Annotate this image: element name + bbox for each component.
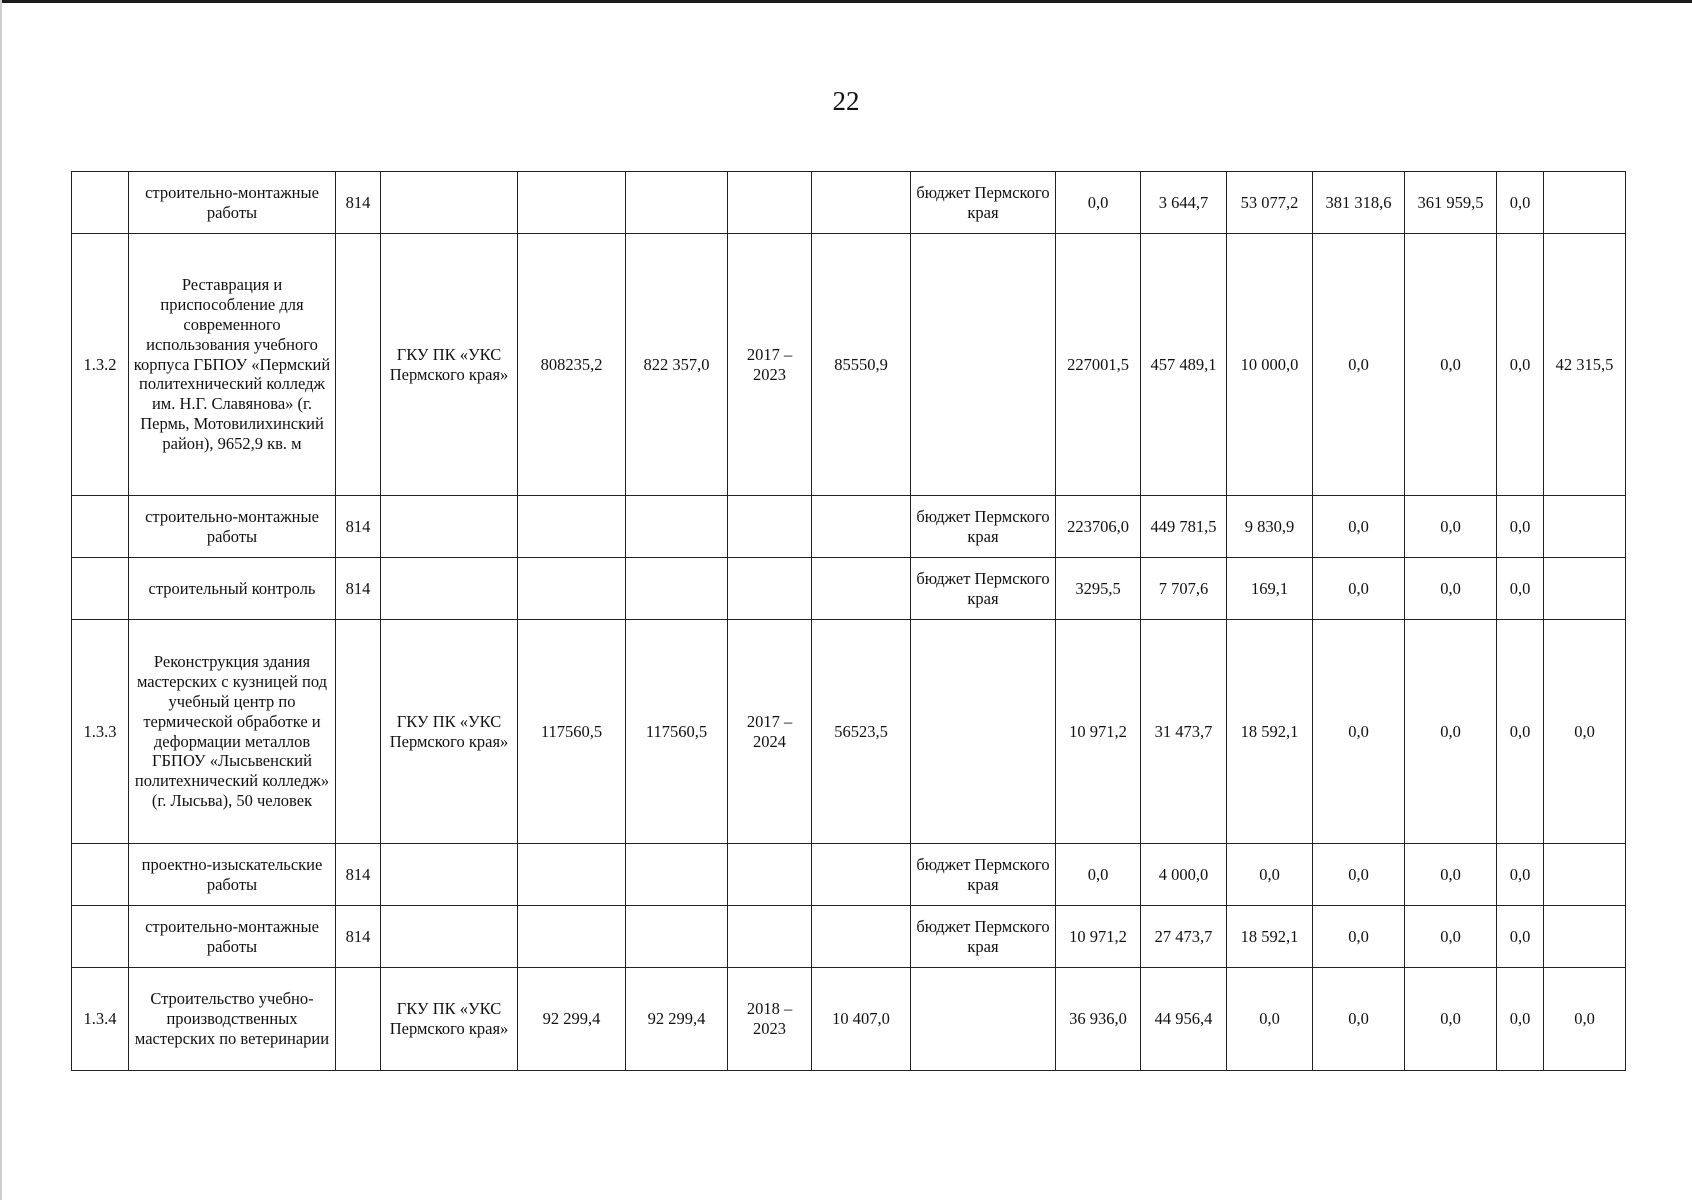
cell-v3: 53 077,2 xyxy=(1227,172,1313,234)
cell-v7: 0,0 xyxy=(1544,620,1626,844)
cell-code: 814 xyxy=(336,906,381,968)
cell-name: Реставрация и приспособление для современного использования учебного корпуса ГБПОУ «Пермский политехнический колледж им. Н.Г. Славянова» (г. Пермь, Мотовилихинский район), 9652,9 кв. м xyxy=(129,234,336,496)
cell-v6: 0,0 xyxy=(1497,906,1544,968)
cell-contract: 117560,5 xyxy=(626,620,728,844)
cell-prev xyxy=(812,496,911,558)
cell-period xyxy=(728,844,812,906)
cell-customer: ГКУ ПК «УКС Пермского края» xyxy=(381,234,518,496)
cell-num xyxy=(72,906,129,968)
cell-v7 xyxy=(1544,172,1626,234)
cell-customer xyxy=(381,496,518,558)
cell-v6: 0,0 xyxy=(1497,968,1544,1071)
cell-code xyxy=(336,234,381,496)
cell-v4: 0,0 xyxy=(1313,968,1405,1071)
cell-v1: 223706,0 xyxy=(1056,496,1141,558)
cell-source: бюджет Пермского края xyxy=(911,906,1056,968)
cell-v5: 0,0 xyxy=(1405,620,1497,844)
cell-v5: 361 959,5 xyxy=(1405,172,1497,234)
cell-contract: 822 357,0 xyxy=(626,234,728,496)
cell-customer xyxy=(381,906,518,968)
table-row xyxy=(72,620,1626,844)
cell-v4: 0,0 xyxy=(1313,620,1405,844)
cell-v5: 0,0 xyxy=(1405,968,1497,1071)
cell-name: строительно-монтажные работы xyxy=(129,172,336,234)
cell-est-cost: 808235,2 xyxy=(518,234,626,496)
cell-period: 2017 – 2024 xyxy=(728,620,812,844)
cell-customer: ГКУ ПК «УКС Пермского края» xyxy=(381,968,518,1071)
cell-v7: 0,0 xyxy=(1544,968,1626,1071)
cell-v5: 0,0 xyxy=(1405,234,1497,496)
table-row xyxy=(72,172,1626,234)
table-row xyxy=(72,558,1626,620)
cell-v4: 0,0 xyxy=(1313,558,1405,620)
cell-code: 814 xyxy=(336,844,381,906)
cell-num: 1.3.4 xyxy=(72,968,129,1071)
cell-v2: 27 473,7 xyxy=(1141,906,1227,968)
cell-num xyxy=(72,558,129,620)
cell-v2: 7 707,6 xyxy=(1141,558,1227,620)
cell-v2: 31 473,7 xyxy=(1141,620,1227,844)
cell-customer xyxy=(381,172,518,234)
cell-num: 1.3.3 xyxy=(72,620,129,844)
cell-v4: 0,0 xyxy=(1313,844,1405,906)
cell-v2: 449 781,5 xyxy=(1141,496,1227,558)
cell-code xyxy=(336,968,381,1071)
cell-customer xyxy=(381,844,518,906)
cell-period xyxy=(728,558,812,620)
cell-name: строительный контроль xyxy=(129,558,336,620)
table-row xyxy=(72,496,1626,558)
cell-period: 2018 – 2023 xyxy=(728,968,812,1071)
cell-v1: 0,0 xyxy=(1056,844,1141,906)
cell-customer: ГКУ ПК «УКС Пермского края» xyxy=(381,620,518,844)
cell-v3: 10 000,0 xyxy=(1227,234,1313,496)
cell-v3: 0,0 xyxy=(1227,844,1313,906)
cell-v1: 0,0 xyxy=(1056,172,1141,234)
cell-prev: 56523,5 xyxy=(812,620,911,844)
page-number: 22 xyxy=(832,86,860,116)
cell-v6: 0,0 xyxy=(1497,558,1544,620)
cell-source: бюджет Пермского края xyxy=(911,496,1056,558)
cell-v2: 44 956,4 xyxy=(1141,968,1227,1071)
cell-num xyxy=(72,496,129,558)
cell-prev xyxy=(812,558,911,620)
cell-est-cost xyxy=(518,844,626,906)
budget-table xyxy=(71,171,1626,1071)
cell-v6: 0,0 xyxy=(1497,172,1544,234)
cell-v6: 0,0 xyxy=(1497,844,1544,906)
cell-name: строительно-монтажные работы xyxy=(129,496,336,558)
table-row xyxy=(72,906,1626,968)
cell-contract xyxy=(626,844,728,906)
cell-v6: 0,0 xyxy=(1497,234,1544,496)
cell-v5: 0,0 xyxy=(1405,496,1497,558)
scan-left-edge xyxy=(0,0,2,1200)
cell-v3: 169,1 xyxy=(1227,558,1313,620)
cell-v1: 227001,5 xyxy=(1056,234,1141,496)
cell-v3: 9 830,9 xyxy=(1227,496,1313,558)
cell-source xyxy=(911,968,1056,1071)
cell-v1: 10 971,2 xyxy=(1056,906,1141,968)
cell-period xyxy=(728,496,812,558)
cell-source: бюджет Пермского края xyxy=(911,172,1056,234)
cell-v2: 457 489,1 xyxy=(1141,234,1227,496)
cell-source xyxy=(911,234,1056,496)
cell-v1: 3295,5 xyxy=(1056,558,1141,620)
cell-source: бюджет Пермского края xyxy=(911,844,1056,906)
cell-period: 2017 – 2023 xyxy=(728,234,812,496)
cell-code: 814 xyxy=(336,558,381,620)
cell-v7 xyxy=(1544,844,1626,906)
cell-v3: 18 592,1 xyxy=(1227,906,1313,968)
cell-v3: 0,0 xyxy=(1227,968,1313,1071)
cell-period xyxy=(728,172,812,234)
cell-est-cost xyxy=(518,172,626,234)
cell-num xyxy=(72,172,129,234)
cell-v7: 42 315,5 xyxy=(1544,234,1626,496)
cell-source: бюджет Пермского края xyxy=(911,558,1056,620)
cell-v7 xyxy=(1544,496,1626,558)
cell-v5: 0,0 xyxy=(1405,558,1497,620)
cell-est-cost xyxy=(518,906,626,968)
cell-name: Реконструкция здания мастерских с кузницей под учебный центр по термической обработке и деформации металлов ГБПОУ «Лысьвенский политехнический колледж» (г. Лысьва), 50 человек xyxy=(129,620,336,844)
cell-est-cost xyxy=(518,558,626,620)
cell-contract xyxy=(626,496,728,558)
cell-v2: 4 000,0 xyxy=(1141,844,1227,906)
cell-contract xyxy=(626,906,728,968)
cell-name: проектно-изыскательские работы xyxy=(129,844,336,906)
cell-v5: 0,0 xyxy=(1405,844,1497,906)
cell-num xyxy=(72,844,129,906)
cell-v4: 0,0 xyxy=(1313,906,1405,968)
cell-prev xyxy=(812,844,911,906)
cell-est-cost: 92 299,4 xyxy=(518,968,626,1071)
cell-est-cost xyxy=(518,496,626,558)
cell-prev: 10 407,0 xyxy=(812,968,911,1071)
cell-v3: 18 592,1 xyxy=(1227,620,1313,844)
cell-prev xyxy=(812,172,911,234)
cell-code: 814 xyxy=(336,172,381,234)
cell-v1: 36 936,0 xyxy=(1056,968,1141,1071)
cell-v7 xyxy=(1544,558,1626,620)
cell-v2: 3 644,7 xyxy=(1141,172,1227,234)
cell-v6: 0,0 xyxy=(1497,496,1544,558)
cell-contract: 92 299,4 xyxy=(626,968,728,1071)
cell-v4: 0,0 xyxy=(1313,234,1405,496)
table-row xyxy=(72,234,1626,496)
cell-v6: 0,0 xyxy=(1497,620,1544,844)
cell-code: 814 xyxy=(336,496,381,558)
cell-prev: 85550,9 xyxy=(812,234,911,496)
cell-customer xyxy=(381,558,518,620)
cell-period xyxy=(728,906,812,968)
cell-name: строительно-монтажные работы xyxy=(129,906,336,968)
cell-prev xyxy=(812,906,911,968)
cell-v4: 381 318,6 xyxy=(1313,172,1405,234)
cell-num: 1.3.2 xyxy=(72,234,129,496)
cell-source xyxy=(911,620,1056,844)
cell-v4: 0,0 xyxy=(1313,496,1405,558)
cell-v5: 0,0 xyxy=(1405,906,1497,968)
cell-v1: 10 971,2 xyxy=(1056,620,1141,844)
cell-v7 xyxy=(1544,906,1626,968)
cell-name: Строительство учебно-производственных мастерских по ветеринарии xyxy=(129,968,336,1071)
cell-est-cost: 117560,5 xyxy=(518,620,626,844)
cell-contract xyxy=(626,558,728,620)
scan-top-edge xyxy=(0,0,1692,3)
table-row xyxy=(72,968,1626,1071)
table-row xyxy=(72,844,1626,906)
cell-code xyxy=(336,620,381,844)
cell-contract xyxy=(626,172,728,234)
